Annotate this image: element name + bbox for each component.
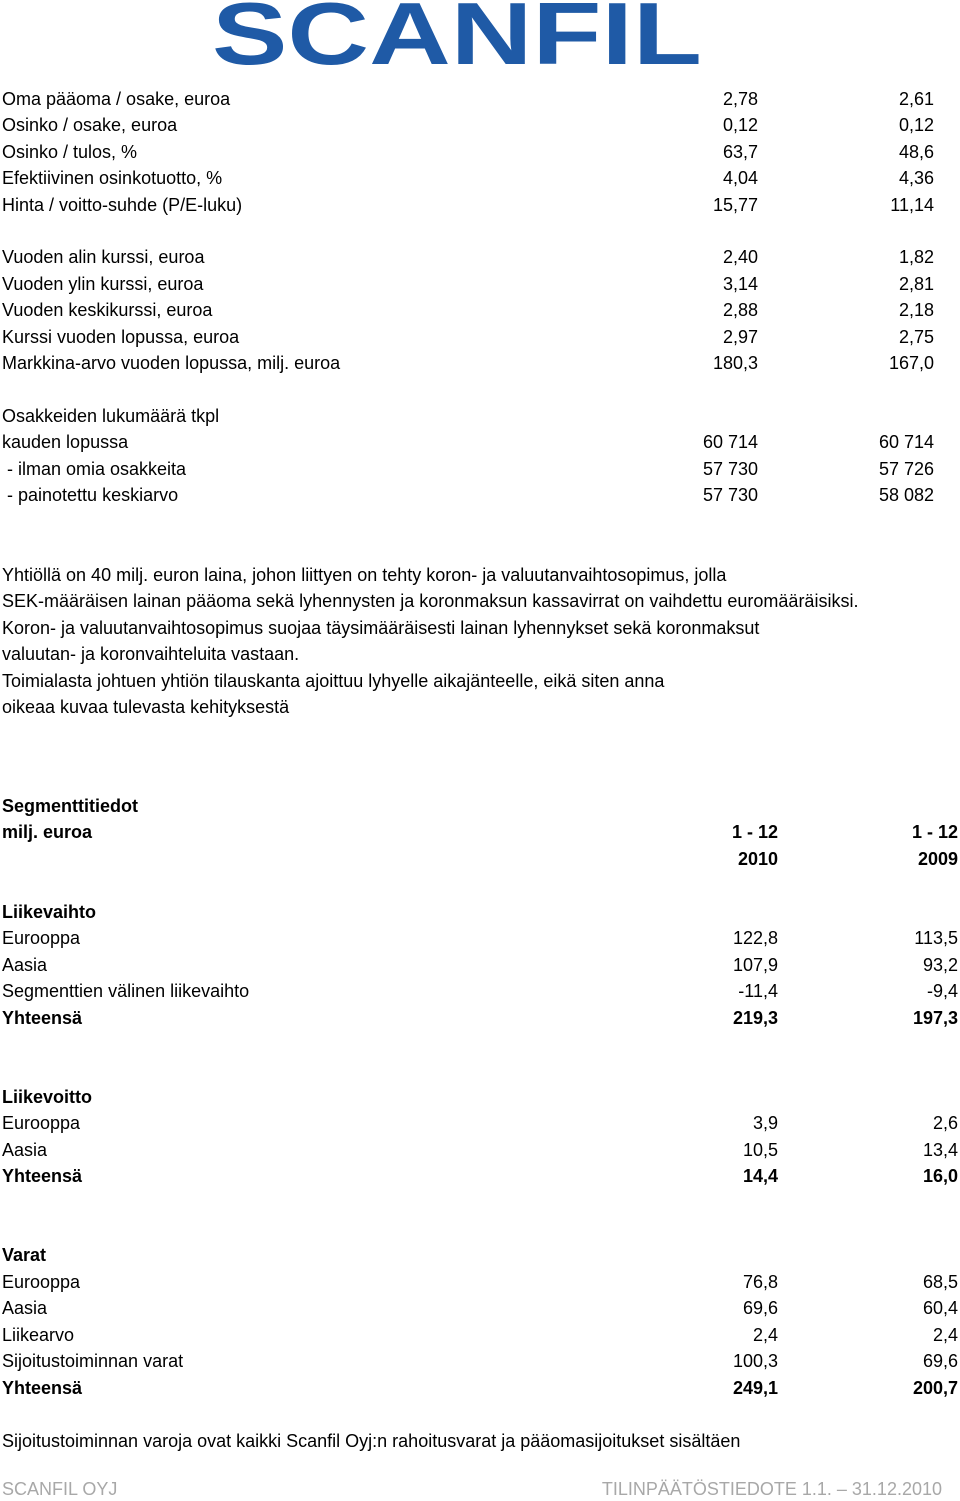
value-2010: 100,3	[732, 1351, 778, 1371]
section-heading	[2, 899, 958, 925]
value-2010: 63,7	[722, 142, 758, 162]
row-label: Yhteensä	[2, 1166, 83, 1186]
footer-company: SCANFIL OYJ	[2, 1479, 118, 1499]
table-row	[2, 112, 958, 138]
row-label: Vuoden alin kurssi, euroa	[2, 247, 205, 267]
row-label: Sijoitustoiminnan varat	[2, 1351, 184, 1371]
table-row	[2, 925, 958, 951]
table-row	[2, 139, 958, 165]
value-2009: 48,6	[898, 142, 934, 162]
year-2009: 2009	[917, 849, 958, 869]
scanfil-logo	[210, 2, 704, 70]
value-2010: 2,4	[752, 1325, 778, 1345]
table-row	[2, 244, 958, 270]
table-row	[2, 1295, 958, 1321]
value-2010: 10,5	[742, 1140, 778, 1160]
value-2009: 60,4	[922, 1298, 958, 1318]
value-2009: -9,4	[926, 981, 958, 1001]
table-row	[2, 482, 958, 508]
value-2010: 3,9	[752, 1113, 778, 1133]
value-2009: 2,6	[932, 1113, 958, 1133]
value-2010: 14,4	[742, 1166, 778, 1186]
value-2009: 0,12	[898, 115, 934, 135]
value-2010: 60 714	[702, 432, 758, 452]
footer-document-title: TILINPÄÄTÖSTIEDOTE 1.1. – 31.12.2010	[601, 1479, 942, 1499]
value-2009: 167,0	[888, 353, 934, 373]
row-label: Aasia	[2, 1140, 48, 1160]
value-2009: 57 726	[878, 459, 934, 479]
row-label: Aasia	[2, 955, 48, 975]
table-row	[2, 1348, 958, 1374]
row-label: Aasia	[2, 1298, 48, 1318]
heading-liikevoitto: Liikevoitto	[2, 1087, 93, 1107]
value-2009: 60 714	[878, 432, 934, 452]
row-label: Efektiivinen osinkotuotto, %	[2, 168, 223, 188]
total-row	[2, 1375, 958, 1401]
value-2010: 15,77	[712, 195, 758, 215]
value-2009: 11,14	[890, 195, 934, 215]
value-2009: 16,0	[922, 1166, 958, 1186]
row-label: kauden lopussa	[2, 432, 129, 452]
value-2010: 76,8	[742, 1272, 778, 1292]
logo-text: SCANFIL	[212, 2, 702, 70]
value-2010: 3,14	[722, 274, 758, 294]
value-2010: 69,6	[742, 1298, 778, 1318]
value-2009: 197,3	[912, 1008, 958, 1028]
value-2010: 2,40	[722, 247, 758, 267]
value-2010: 57 730	[702, 485, 758, 505]
value-2009: 2,18	[898, 300, 934, 320]
total-row	[2, 1005, 958, 1031]
table-row	[2, 1137, 958, 1163]
value-2009: 2,61	[898, 89, 934, 109]
value-2009: 58 082	[878, 485, 934, 505]
value-2010: 249,1	[732, 1378, 778, 1398]
table-row	[2, 324, 958, 350]
header-row	[2, 846, 958, 872]
section-heading	[2, 1084, 958, 1110]
value-2009: 4,36	[898, 168, 934, 188]
table-row	[2, 1269, 958, 1295]
total-row	[2, 1163, 958, 1189]
table-row	[2, 192, 958, 218]
table-row	[2, 429, 958, 455]
value-2010: 0,12	[722, 115, 758, 135]
note-line: valuutan- ja koronvaihteluita vastaan.	[2, 644, 300, 664]
row-label: Yhteensä	[2, 1008, 83, 1028]
value-2009: 69,6	[922, 1351, 958, 1371]
value-2010: -11,4	[738, 981, 778, 1001]
scanfil-logo-graphic	[210, 2, 704, 70]
row-label: Hinta / voitto-suhde (P/E-luku)	[2, 195, 243, 215]
period-2009: 1 - 12	[911, 822, 958, 842]
note-line: Koron- ja valuutanvaihtosopimus suojaa täysimääräisesti lainan lyhennykset sekä koronmaksut	[2, 618, 760, 638]
table-row	[2, 1322, 958, 1348]
row-label: Segmenttien välinen liikevaihto	[2, 981, 250, 1001]
value-2010: 107,9	[732, 955, 778, 975]
row-label: Kurssi vuoden lopussa, euroa	[2, 327, 240, 347]
row-label: Eurooppa	[2, 1272, 81, 1292]
row-label: Eurooppa	[2, 928, 81, 948]
value-2009: 200,7	[912, 1378, 958, 1398]
table-row	[2, 297, 958, 323]
row-label: - ilman omia osakkeita	[2, 459, 187, 479]
row-label: Yhteensä	[2, 1378, 83, 1398]
value-2010: 2,88	[722, 300, 758, 320]
year-2010: 2010	[737, 849, 778, 869]
segment-footnote: Sijoitustoiminnan varoja ovat kaikki Scanfil Oyj:n rahoitusvarat ja pääomasijoitukset sisältäen	[2, 1431, 741, 1451]
table-row	[2, 1110, 958, 1136]
value-2009: 93,2	[922, 955, 958, 975]
row-label: Vuoden keskikurssi, euroa	[2, 300, 213, 320]
table-row	[2, 86, 958, 112]
row-label: Liikearvo	[2, 1325, 75, 1345]
unit-label: milj. euroa	[2, 822, 93, 842]
value-2009: 1,82	[898, 247, 934, 267]
note-line: Toimialasta johtuen yhtiön tilauskanta ajoittuu lyhyelle aikajänteelle, eikä siten anna	[2, 671, 665, 691]
note-line: Yhtiöllä on 40 milj. euron laina, johon liittyen on tehty koron- ja valuutanvaihtosopimus, jolla	[2, 565, 727, 585]
row-label: Vuoden ylin kurssi, euroa	[2, 274, 204, 294]
note-line: oikeaa kuvaa tulevasta kehityksestä	[2, 697, 290, 717]
segment-title: Segmenttitiedot	[2, 796, 139, 816]
row-label: Osinko / tulos, %	[2, 142, 138, 162]
value-2010: 57 730	[702, 459, 758, 479]
value-2009: 2,4	[932, 1325, 958, 1345]
value-2010: 219,3	[732, 1008, 778, 1028]
value-2010: 122,8	[732, 928, 778, 948]
heading-liikevaihto: Liikevaihto	[2, 902, 97, 922]
note-line: SEK-määräisen lainan pääoma sekä lyhennysten ja koronmaksun kassavirrat on vaihdettu euromääräisiksi.	[2, 591, 859, 611]
row-label: Osinko / osake, euroa	[2, 115, 178, 135]
value-2010: 4,04	[722, 168, 758, 188]
period-2010: 1 - 12	[731, 822, 778, 842]
table-row	[2, 456, 958, 482]
value-2010: 2,78	[722, 89, 758, 109]
value-2010: 2,97	[722, 327, 758, 347]
section-title	[2, 793, 958, 819]
value-2009: 13,4	[922, 1140, 958, 1160]
value-2009: 113,5	[914, 928, 958, 948]
table-row	[2, 350, 958, 376]
table-row	[2, 952, 958, 978]
row-label: Osakkeiden lukumäärä tkpl	[2, 406, 220, 426]
header-row	[2, 819, 958, 845]
value-2009: 2,81	[898, 274, 934, 294]
table-row	[2, 271, 958, 297]
section-heading	[2, 1242, 958, 1268]
row-label: Oma pääoma / osake, euroa	[2, 89, 231, 109]
table-row	[2, 978, 958, 1004]
value-2009: 2,75	[898, 327, 934, 347]
heading-varat: Varat	[2, 1245, 47, 1265]
value-2009: 68,5	[922, 1272, 958, 1292]
row-label: Markkina-arvo vuoden lopussa, milj. euroa	[2, 353, 341, 373]
row-label: - painotettu keskiarvo	[2, 485, 179, 505]
table-row	[2, 165, 958, 191]
value-2010: 180,3	[712, 353, 758, 373]
row-label: Eurooppa	[2, 1113, 81, 1133]
table-row	[2, 403, 958, 429]
